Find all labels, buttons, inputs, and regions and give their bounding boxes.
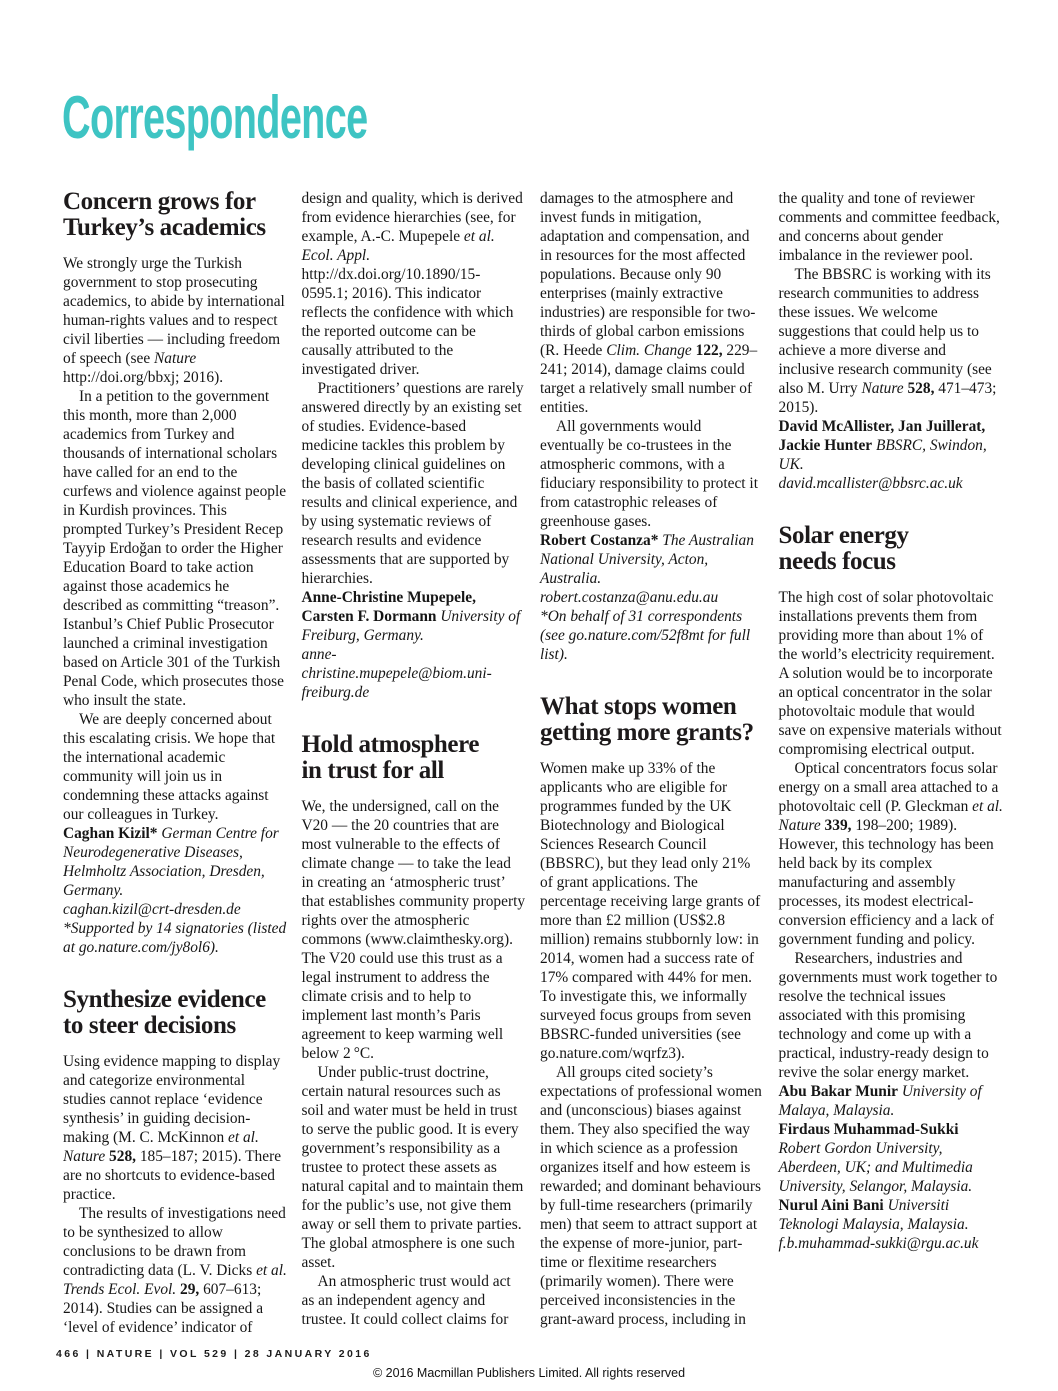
article-title-line: Hold atmosphere [301,731,480,758]
signature-line: *On behalf of 31 correspondents (see go.nature.com/52f8mt for full list). [540,608,751,663]
article-paragraph: Researchers, industries and governments must work together to resolve the technical issues associated with this promising technology and come up with a practical, industry-ready design to revive the solar energy market. [778,950,998,1081]
article-paragraph: We, the undersigned, call on the V20 — the 20 countries that are most vulnerable to the effects of climate change — to take the lead in creating an ‘atmospheric trust’ that establishes community property rights over the atmospheric commons (www.claimthesky.org). The V20 could use this trust as a legal instrument to address the climate crisis and to help to implement last month’s Paris agreement to keep warming well below 2 °C. [301,798,526,1062]
article-title [540,694,765,746]
article-title-line: Synthesize evidence [63,986,266,1013]
letter-article [63,189,288,957]
article-paragraph: We are deeply concerned about this escalating crisis. We hope that the international academic community will join us in condemning these attacks against our colleagues in Turkey. [63,711,276,823]
letters-columns [63,189,1003,1341]
article-title-line: to steer decisions [63,1012,236,1039]
article-title [63,987,288,1039]
article-paragraph: Using evidence mapping to display and categorize environmental studies cannot replace ‘evidence synthesis’ in guiding decision-making (M. C. McKinnon et al. Nature 528, 185–187; 2015). There are no shortcuts to evidence-based practice. [63,1053,282,1203]
article-title-line: getting more grants? [540,719,754,746]
signature-line: anne-christine.mupepele@biom.uni-freiburg.de [301,646,492,701]
signature-line: Caghan Kizil* German Centre for Neurodegenerative Diseases, Helmholtz Association, Dresden, Germany. [63,825,279,899]
signature-block [302,588,527,702]
article-title-line: Concern grows for [63,189,256,215]
signature-block [540,531,765,664]
folio-line: 466 | NATURE | VOL 529 | 28 JANUARY 2016 [56,1348,372,1360]
section-masthead: Correspondence [62,84,368,151]
signature-line: Nurul Aini Bani Universiti Teknologi Malaysia, Malaysia. [778,1197,969,1233]
signature-line: david.mcallister@bbsrc.ac.uk [778,475,963,492]
signature-line: f.b.muhammad-sukki@rgu.ac.uk [778,1235,979,1252]
signature-line: Abu Bakar Munir University of Malaya, Malaysia. [778,1083,982,1119]
article-paragraph: In a petition to the government this month, more than 2,000 academics from Turkey and thousands of international scholars have called for an end to the curfews and violence against people in Kurdish provinces. This prompted Turkey’s President Recep Tayyip Erdoğan to order the Higher Education Board to take action against those academics he described as committing “treason”. Istanbul’s Chief Public Prosecutor launched a criminal investigation based on Article 301 of the Turkish Penal Code, which prosecutes those who insult the state. [63,388,287,709]
signature-line: Robert Costanza* The Australian National University, Acton, Australia. [540,532,754,587]
article-title-line: Solar energy [778,522,909,549]
letter-article [779,523,1004,1253]
article-title-line: in trust for all [301,757,444,784]
article-paragraph: Women make up 33% of the applicants who are eligible for programmes funded by the UK Biotechnology and Biological Sciences Research Council (BBSRC), but they lead only 21% of grant applications. The percentage receiving large grants of more than £2 million (US$2.8 million) remains stubbornly low: in 2014, women had a success rate of 17% compared with 44% for men. To investigate this, we informally surveyed focus groups from seven BBSRC-funded universities (see go.nature.com/wqrfz3). [540,760,761,1062]
article-paragraph: Under public-trust doctrine, certain natural resources such as soil and water must be held in trust to serve the public good. It is every government’s responsibility as a trustee to protect these assets as natural capital and to maintain them for the public’s use, not give them away or sell them to private parties. The global atmosphere is one such asset. [301,1064,524,1271]
article-paragraph: We strongly urge the Turkish government to stop prosecuting academics, to abide by international human-rights values and to respect civil liberties — including freedom of speech (see Nature http://doi.org/bbxj; 2016). [63,255,285,386]
copyright-line: © 2016 Macmillan Publishers Limited. All rights reserved [372,1366,686,1380]
article-title [63,189,288,241]
article-paragraph: Optical concentrators focus solar energy on a small area attached to a photovoltaic cell (P. Gleckman et al. Nature 339, 198–200; 1989). However, this technology has been held back by its complex manufacturing and assembly processes, its modest electrical-conversion efficiency and a lack of government funding and policy. [778,760,1003,948]
signature-line: Anne-Christine Mupepele, Carsten F. Dormann University of Freiburg, Germany. [301,589,521,644]
signature-line: *Supported by 14 signatories (listed at go.nature.com/jy8ol6). [63,920,287,956]
article-paragraph: All governments would eventually be co-trustees in the atmospheric commons, with a fiduciary responsibility to protect it from catastrophic releases of greenhouse gases. [540,418,758,530]
signature-line: Firdaus Muhammad-Sukki Robert Gordon University, Aberdeen, UK; and Multimedia University, Selangor, Malaysia. [778,1121,973,1195]
article-title-line: What stops women [540,693,737,720]
article-paragraph: An atmospheric trust would act as an independent agency and trustee. It could collect claims for damages to the atmosphere and invest funds in mitigation, adaptation and compensation, and in resources for the most affected populations. Because only 90 enterprises (mainly extractive industries) are responsible for two-thirds of global carbon emissions (R. Heede Clim. Change 122, 229–241; 2014), damage claims could target a relatively small number of entities. [301,190,758,1328]
article-title [779,523,1004,575]
signature-block [779,417,1004,493]
article-paragraph: Practitioners’ questions are rarely answered directly by an existing set of studies. Evidence-based medicine tackles this problem by developing clinical guidelines on the basis of collated scientific results and clinical experience, and by using systematic reviews of research results and evidence assessments that are supported by hierarchies. [301,380,524,587]
signature-line: David McAllister, Jan Juillerat, Jackie Hunter BBSRC, Swindon, UK. [778,418,987,473]
article-title [302,732,527,784]
article-title-line: needs focus [778,548,896,575]
article-paragraph: The high cost of solar photovoltaic installations prevents them from providing more than about 1% of the world’s electricity requirement. A solution would be to incorporate an optical concentrator in the solar photovoltaic module that would save on expensive materials without compromising electrical output. [778,589,1002,758]
article-paragraph: The results of investigations need to be synthesized to allow conclusions to be drawn from contradicting data (L. V. Dicks et al. Trends Ecol. Evol. 29, 607–613; 2014). Studies can be assigned a ‘level of evidence’ indicator of design and quality, which is derived from evidence hierarchies (see, for example, A.-C. Mupepele et al. Ecol. Appl. http://dx.doi.org/10.1890/15-0595.1; 2016). This indicator reflects the confidence with which the reported outcome can be causally attributed to the investigated driver. [63,190,523,1336]
signature-block [779,1082,1004,1253]
signature-line: caghan.kizil@crt-dresden.de [63,901,241,918]
signature-block [63,824,288,957]
signature-line: robert.costanza@anu.edu.au [540,589,719,606]
article-paragraph: All groups cited society’s expectations of professional women and (unconscious) biases against them. They also specified the way in which science as a profession organizes itself and how esteem is rewarded; and dominant behaviours by full-time researchers (primarily men) that seem to attract support at the expense of more-junior, part-time or flexitime researchers (primarily women). There were perceived inconsistencies in the grant-award process, including in the quality and tone of reviewer comments and committee feedback, and concerns about gender imbalance in the reviewer pool. [540,190,1000,1328]
article-title-line: Turkey’s academics [63,214,266,241]
article-paragraph: The BBSRC is working with its research communities to address these issues. We welcome suggestions that could help us to achieve a more diverse and inclusive research community (see also M. Urry Nature 528, 471–473; 2015). [778,266,997,416]
